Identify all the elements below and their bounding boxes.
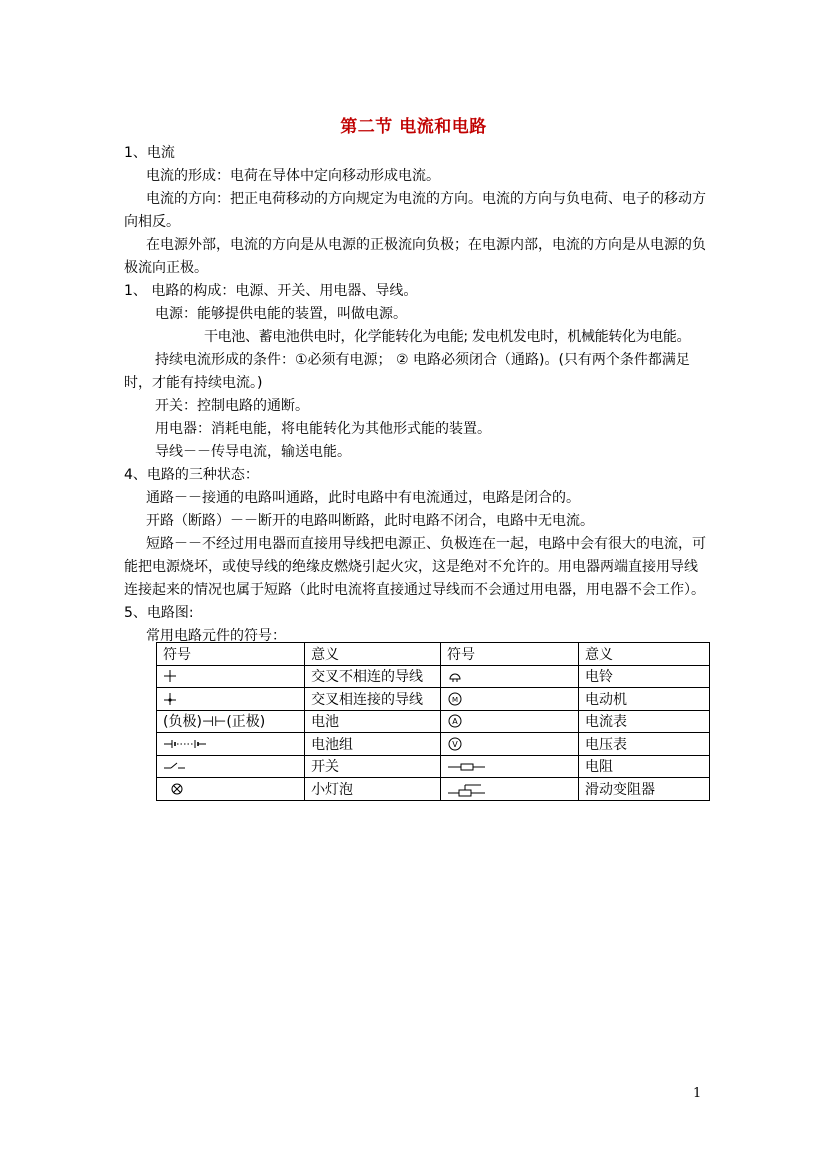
paragraph-continuous-current-conditions: 持续电流形成的条件：①必须有电源； ② 电路必须闭合（通路)。(只有两个条件都满足时，才能有持续电流。) [124, 352, 690, 391]
paragraph-current-direction-source: 在电源外部，电流的方向是从电源的正极流向负极；在电源内部，电流的方向是从电源的负极流向正极。 [124, 237, 706, 276]
circuit-symbols-table [156, 642, 710, 801]
section-heading-circuit-states: 4、电路的三种状态： [124, 467, 259, 483]
table-row [157, 665, 710, 688]
resistor-icon [447, 759, 487, 773]
meaning-cell: 开关 [305, 755, 441, 778]
symbols-table-container [156, 642, 710, 801]
table-row [157, 778, 710, 801]
meaning-cell: 电池 [305, 710, 441, 733]
table-row [157, 733, 710, 756]
symbol-cell [441, 688, 579, 711]
meaning-cell: 电动机 [579, 688, 710, 711]
paragraph-current-formation: 电流的形成：电荷在导体中定向移动形成电流。 [146, 168, 440, 184]
page-number: 1 [693, 1086, 702, 1101]
paragraph-short-circuit: 短路－－不经过用电器而直接用导线把电源正、负极连在一起，电路中会有很大的电流，可能把电源烧坏，或使导线的绝缘皮燃烧引起火灾，这是绝对不允许的。用电器两端直接用导线连接起来的情况也属于短路（此时电流将直接通过导线而不会通过用电器，用电器不会工作）。 [124, 536, 706, 598]
symbol-cell: (负极)⊣⊢(正极) [157, 710, 305, 733]
paragraph-power-source: 电源：能够提供电能的装置，叫做电源。 [155, 306, 407, 322]
paragraph-closed-circuit: 通路－－接通的电路叫通路，此时电路中有电流通过，电路是闭合的。 [146, 490, 580, 506]
bell-icon [447, 669, 463, 683]
crossing-connected-icon [163, 692, 177, 706]
meaning-cell: 小灯泡 [305, 778, 441, 801]
symbol-cell [441, 665, 579, 688]
lamp-icon [163, 782, 189, 796]
section-heading-circuit-diagram: 5、电路图: [124, 605, 194, 621]
battery-pack-icon [163, 737, 207, 751]
paragraph-energy-conversion: 干电池、蓄电池供电时，化学能转化为电能; 发电机发电时，机械能转化为电能。 [204, 329, 691, 345]
symbol-cell [157, 733, 305, 756]
ammeter-icon [447, 713, 463, 729]
page-title: 第二节 电流和电路 [340, 117, 487, 137]
section-heading-circuit-components: 1、 电路的构成：电源、开关、用电器、导线。 [124, 283, 418, 299]
meaning-cell: 交叉相连接的导线 [305, 688, 441, 711]
voltmeter-icon [447, 736, 463, 752]
symbol-cell [441, 733, 579, 756]
symbol-cell [157, 755, 305, 778]
meaning-cell: 电阻 [579, 755, 710, 778]
table-row [157, 755, 710, 778]
table-header-cell: 符号 [157, 643, 305, 666]
meaning-cell: 交叉不相连的导线 [305, 665, 441, 688]
table-header-cell: 意义 [305, 643, 441, 666]
paragraph-wire: 导线－－传导电流，输送电能。 [155, 444, 351, 460]
symbol-cell [441, 710, 579, 733]
paragraph-symbols-intro: 常用电路元件的符号： [146, 628, 286, 644]
paragraph-switch: 开关：控制电路的通断。 [155, 398, 309, 414]
document-body [124, 142, 710, 648]
symbol-cell [157, 665, 305, 688]
meaning-cell: 电池组 [305, 733, 441, 756]
meaning-cell: 电压表 [579, 733, 710, 756]
rheostat-icon [447, 781, 487, 797]
symbol-cell [441, 778, 579, 801]
symbol-cell [157, 778, 305, 801]
table-header-cell: 符号 [441, 643, 579, 666]
paragraph-open-circuit: 开路（断路）－－断开的电路叫断路，此时电路不闭合，电路中无电流。 [146, 513, 594, 529]
meaning-cell: 电流表 [579, 710, 710, 733]
symbol-cell [441, 755, 579, 778]
paragraph-appliance: 用电器：消耗电能，将电能转化为其他形式能的装置。 [155, 421, 491, 437]
section-heading-current: 1、电流 [124, 145, 175, 161]
motor-symbol-letter: M [452, 695, 459, 704]
voltmeter-symbol-letter: V [452, 739, 458, 749]
ammeter-symbol-letter: A [452, 717, 458, 727]
switch-icon [163, 759, 187, 773]
symbol-cell [157, 688, 305, 711]
table-header-row [157, 643, 710, 666]
crossing-not-connected-icon [163, 669, 177, 683]
meaning-cell: 电铃 [579, 665, 710, 688]
table-row [157, 710, 710, 733]
meaning-cell: 滑动变阻器 [579, 778, 710, 801]
table-row [157, 688, 710, 711]
table-header-cell: 意义 [579, 643, 710, 666]
motor-icon [447, 691, 463, 707]
paragraph-current-direction: 电流的方向：把正电荷移动的方向规定为电流的方向。电流的方向与负电荷、电子的移动方向相反。 [124, 191, 706, 230]
